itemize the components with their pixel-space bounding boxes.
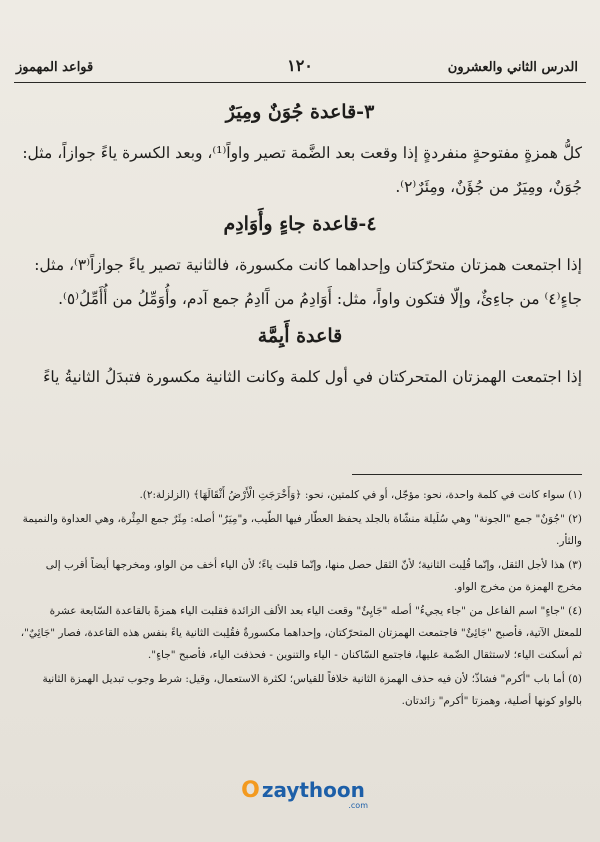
footnote: (١) سواء كانت في كلمة واحدة، نحو: مؤجّل، أو في كلمتين، نحو: ﴿وَأَخْرَجَتِ الْأَرْضُ أَثْقَالَهَا﴾ (الزلزلة:٢).	[139, 489, 582, 501]
text-line: إذا اجتمعت الهمزتان المتحركتان في أول كلمة وكانت الثانية مكسورة فتبدَلُ الثانيةُ ياءً	[43, 368, 582, 386]
section-title: قاعدة أَيِمَّة	[257, 325, 343, 347]
section-title: ٤-قاعدة جاءٍ وأَوَادِم	[223, 213, 377, 235]
logo-wordmark: zaythoon	[261, 778, 365, 802]
section-title: ٣-قاعدة جُوَنٌ ومِيَرٌ	[225, 101, 375, 123]
zaythoon-watermark-logo	[218, 770, 388, 810]
section-jun-wa-miyar	[18, 98, 582, 204]
text-line: إذا اجتمعت همزتان متحرّكتان وإحداهما كانت مكسورة، فالثانية تصير ياءً جوازاً⁽٣⁾، مثل:	[34, 256, 582, 274]
text-line: كلُّ همزةٍ مفتوحةٍ منفردةٍ إذا وقعت بعد الضَّمة تصير واواً⁽¹⁾، وبعد الكسرة ياءً جوازاً، مثل:	[22, 144, 582, 162]
footnote: (٣) هذا لأجل الثقل، وإنّما قُلِبت الثانية؛ لأنّ الثقل حصل منها، وإنّما قلبت ياءً؛ لأن الياء أخف من الواو، ومخرجها أيضاً أقرب إلى مخرج الهمزة من مخرج الواو.	[45, 559, 582, 593]
logo-mark-icon: O	[241, 777, 260, 803]
header-divider	[14, 82, 586, 83]
lesson-title: الدرس الثاني والعشرون	[447, 60, 578, 75]
text-line: جُوَنٌ، ومِيَرٌ من جُؤَنٌ، ومِئَرٌ⁽٢⁾.	[395, 178, 582, 196]
text-line: جاءٍ⁽٤⁾ من جاءِئٌ، وإلّا فتكون واواً، مثل: أَوَادِمُ من آَادِمُ جمع آدم، وأُوَمِّلُ من أُأَمِّلُ⁽٥⁾.	[58, 290, 582, 308]
section-jain-wa-awadim	[18, 210, 582, 316]
section-aimma	[18, 322, 582, 394]
chapter-topic: قواعد المهموز	[16, 60, 94, 75]
footnotes	[18, 484, 582, 714]
main-text	[18, 92, 582, 394]
footnote-divider	[352, 474, 582, 475]
footnote: (٢) "جُوَنٌ" جمع "الجونة" وهي سُلَيلة منشّاة بالجلد يحفظ العطّار فيها الطّيب، و"مِيَرٌ" أصله: مِئَرٌ جمع المِئْرة، وهي العداوة والنميمة والثأر.	[22, 513, 582, 547]
footnote: (٤) "جاءٍ" اسم الفاعل من "جاء يجيءُ" أصله "جَايِئٌ" وقعت الياء بعد الألف الزائدة فقلبت الياء همزةً بالقاعدة السّابعة عشرة للمعتل الآتية، فأصبح "جَائِئٌ" فاجتمعت الهمزتان المتحرّكتان، وإحداهما مكسورةٌ فقُلِبت الثانية ياءً بنفس هذه القاعدة، فصار "جَائِيٌ"، ثم أسكنت الياء؛ لاستثقال الضّمة عليها، فاجتمع السّاكنان - الياء والتنوين - فحذفت الياء، فأصبح "جاءٍ".	[20, 605, 582, 661]
page-number: ١٢٠	[287, 56, 313, 75]
footnote: (٥) أما باب "أكرم" فشاذّ؛ لأن فيه حذف الهمزة الثانية خلافاً للقياس؛ لكثرة الاستعمال، وقيل: شرط وجوب تبديل الهمزة الثانية بالواو كونها أصلية، وهمزتا "أكرم" زائدتان.	[42, 673, 582, 707]
running-header	[0, 54, 600, 84]
logo-domain: .com	[348, 801, 368, 810]
